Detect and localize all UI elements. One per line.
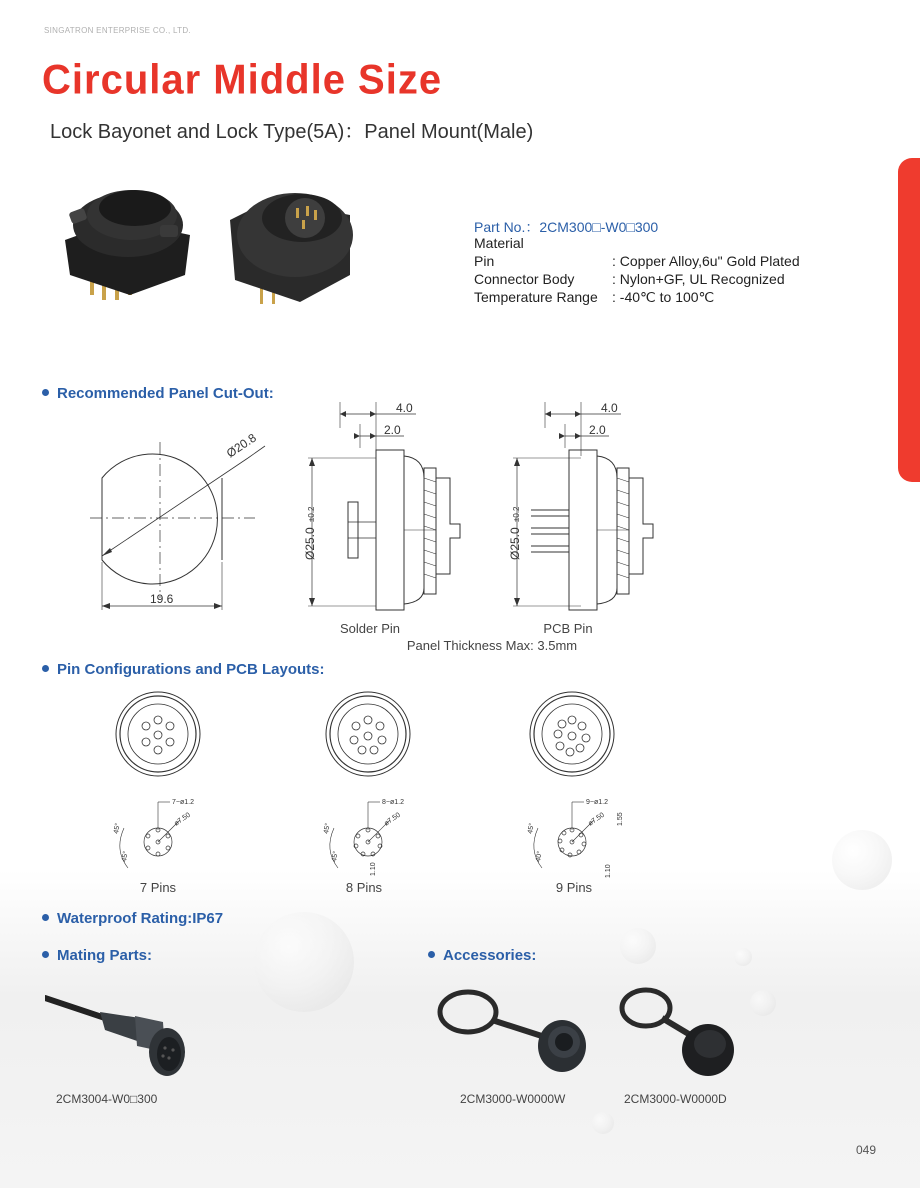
pin-caption-9: 9 Pins	[555, 880, 593, 895]
section-mating: Mating Parts:	[42, 947, 152, 964]
svg-text:45°: 45°	[323, 822, 332, 835]
pcb-pin-caption: PCB Pin	[543, 621, 593, 636]
bullet-icon	[428, 951, 435, 958]
bullet-icon	[42, 665, 49, 672]
svg-text:7−ø1.2: 7−ø1.2	[172, 799, 194, 806]
bullet-icon	[42, 951, 49, 958]
spec-value: : -40℃ to 100℃	[612, 289, 715, 305]
svg-text:1.55: 1.55	[617, 812, 624, 826]
spec-value: : Nylon+GF, UL Recognized	[612, 271, 785, 287]
decorative-bubble	[254, 912, 354, 1012]
pin-caption-7: 7 Pins	[139, 880, 177, 895]
decorative-bubble	[592, 1112, 614, 1134]
pcb-layout-7	[110, 790, 220, 880]
accessory-photo-w	[432, 982, 602, 1082]
svg-text:45°: 45°	[331, 850, 340, 863]
dim-outer: 4.0	[396, 401, 413, 415]
company-name: SINGATRON ENTERPRISE CO., LTD.	[44, 26, 191, 35]
side-tab	[898, 158, 920, 482]
pcb-layout-9	[524, 790, 634, 880]
accessory-number-w: 2CM3000-W0000W	[460, 1092, 566, 1106]
pin-face-7	[110, 690, 220, 780]
dia-tolerance: ±0.2	[307, 506, 316, 522]
svg-text:9−ø1.2: 9−ø1.2	[586, 799, 608, 806]
connector-pcb-photo	[230, 193, 353, 304]
cutout-width: 19.6	[150, 592, 174, 606]
dim-inner: 2.0	[384, 423, 401, 437]
spec-row-pin	[474, 253, 800, 269]
spec-label: Connector Body	[474, 271, 575, 287]
svg-text:1.10: 1.10	[605, 864, 612, 878]
bullet-icon	[42, 389, 49, 396]
connector-solder-photo	[65, 190, 190, 300]
mating-part-photo	[45, 990, 195, 1080]
dim-outer: 4.0	[601, 401, 618, 415]
material-heading: Material	[474, 235, 524, 251]
pin-face-9	[524, 690, 634, 780]
svg-text:45°: 45°	[527, 822, 536, 835]
section-pins: Pin Configurations and PCB Layouts:	[42, 661, 325, 678]
decorative-bubble	[750, 990, 776, 1016]
panel-cutout-drawing	[80, 430, 280, 620]
svg-text:ø7.50: ø7.50	[587, 811, 606, 828]
spec-label: Temperature Range	[474, 289, 598, 305]
svg-text:1.10: 1.10	[370, 862, 377, 876]
mating-part-number: 2CM3004-W0□300	[56, 1092, 158, 1106]
panel-thickness-note: Panel Thickness Max: 3.5mm	[406, 638, 578, 653]
svg-text:8−ø1.2: 8−ø1.2	[382, 799, 404, 806]
accessory-number-d: 2CM3000-W0000D	[624, 1092, 727, 1106]
spec-row-body	[474, 271, 785, 287]
dim-inner: 2.0	[589, 423, 606, 437]
spec-label: Pin	[474, 253, 495, 269]
pcb-layout-8	[320, 790, 430, 880]
svg-text:ø7.50: ø7.50	[173, 811, 192, 828]
dia-tolerance: ±0.2	[512, 506, 521, 522]
page-number: 049	[855, 1143, 876, 1157]
spec-value: : Copper Alloy,6u" Gold Plated	[612, 253, 800, 269]
section-cutout: Recommended Panel Cut-Out:	[42, 385, 274, 402]
page-subtitle: Lock Bayonet and Lock Type(5A)：Panel Mount(Male)	[50, 121, 534, 143]
spec-row-temp	[474, 289, 715, 305]
dia-label: Ø25.0	[303, 527, 317, 560]
section-waterproof: Waterproof Rating:IP67	[42, 910, 223, 927]
decorative-bubble	[832, 830, 892, 890]
svg-text:45°: 45°	[113, 822, 122, 835]
solder-pin-side-view	[300, 398, 480, 618]
section-accessories: Accessories:	[428, 947, 536, 964]
decorative-bubble	[620, 928, 656, 964]
cutout-diameter: Ø20.8	[223, 430, 259, 461]
solder-pin-caption: Solder Pin	[340, 621, 400, 636]
pin-caption-8: 8 Pins	[345, 880, 383, 895]
page-title: Circular Middle Size	[42, 56, 443, 104]
decorative-bubble	[734, 948, 752, 966]
svg-text:45°: 45°	[121, 850, 130, 863]
part-number: Part No.：2CM300□-W0□300	[474, 219, 659, 235]
svg-text:40°: 40°	[535, 850, 544, 863]
accessory-photo-d	[612, 986, 752, 1086]
pin-face-8	[320, 690, 430, 780]
pcb-pin-side-view	[505, 398, 685, 618]
svg-text:ø7.50: ø7.50	[383, 811, 402, 828]
product-photo	[60, 180, 360, 320]
bullet-icon	[42, 914, 49, 921]
dia-label: Ø25.0	[508, 527, 522, 560]
